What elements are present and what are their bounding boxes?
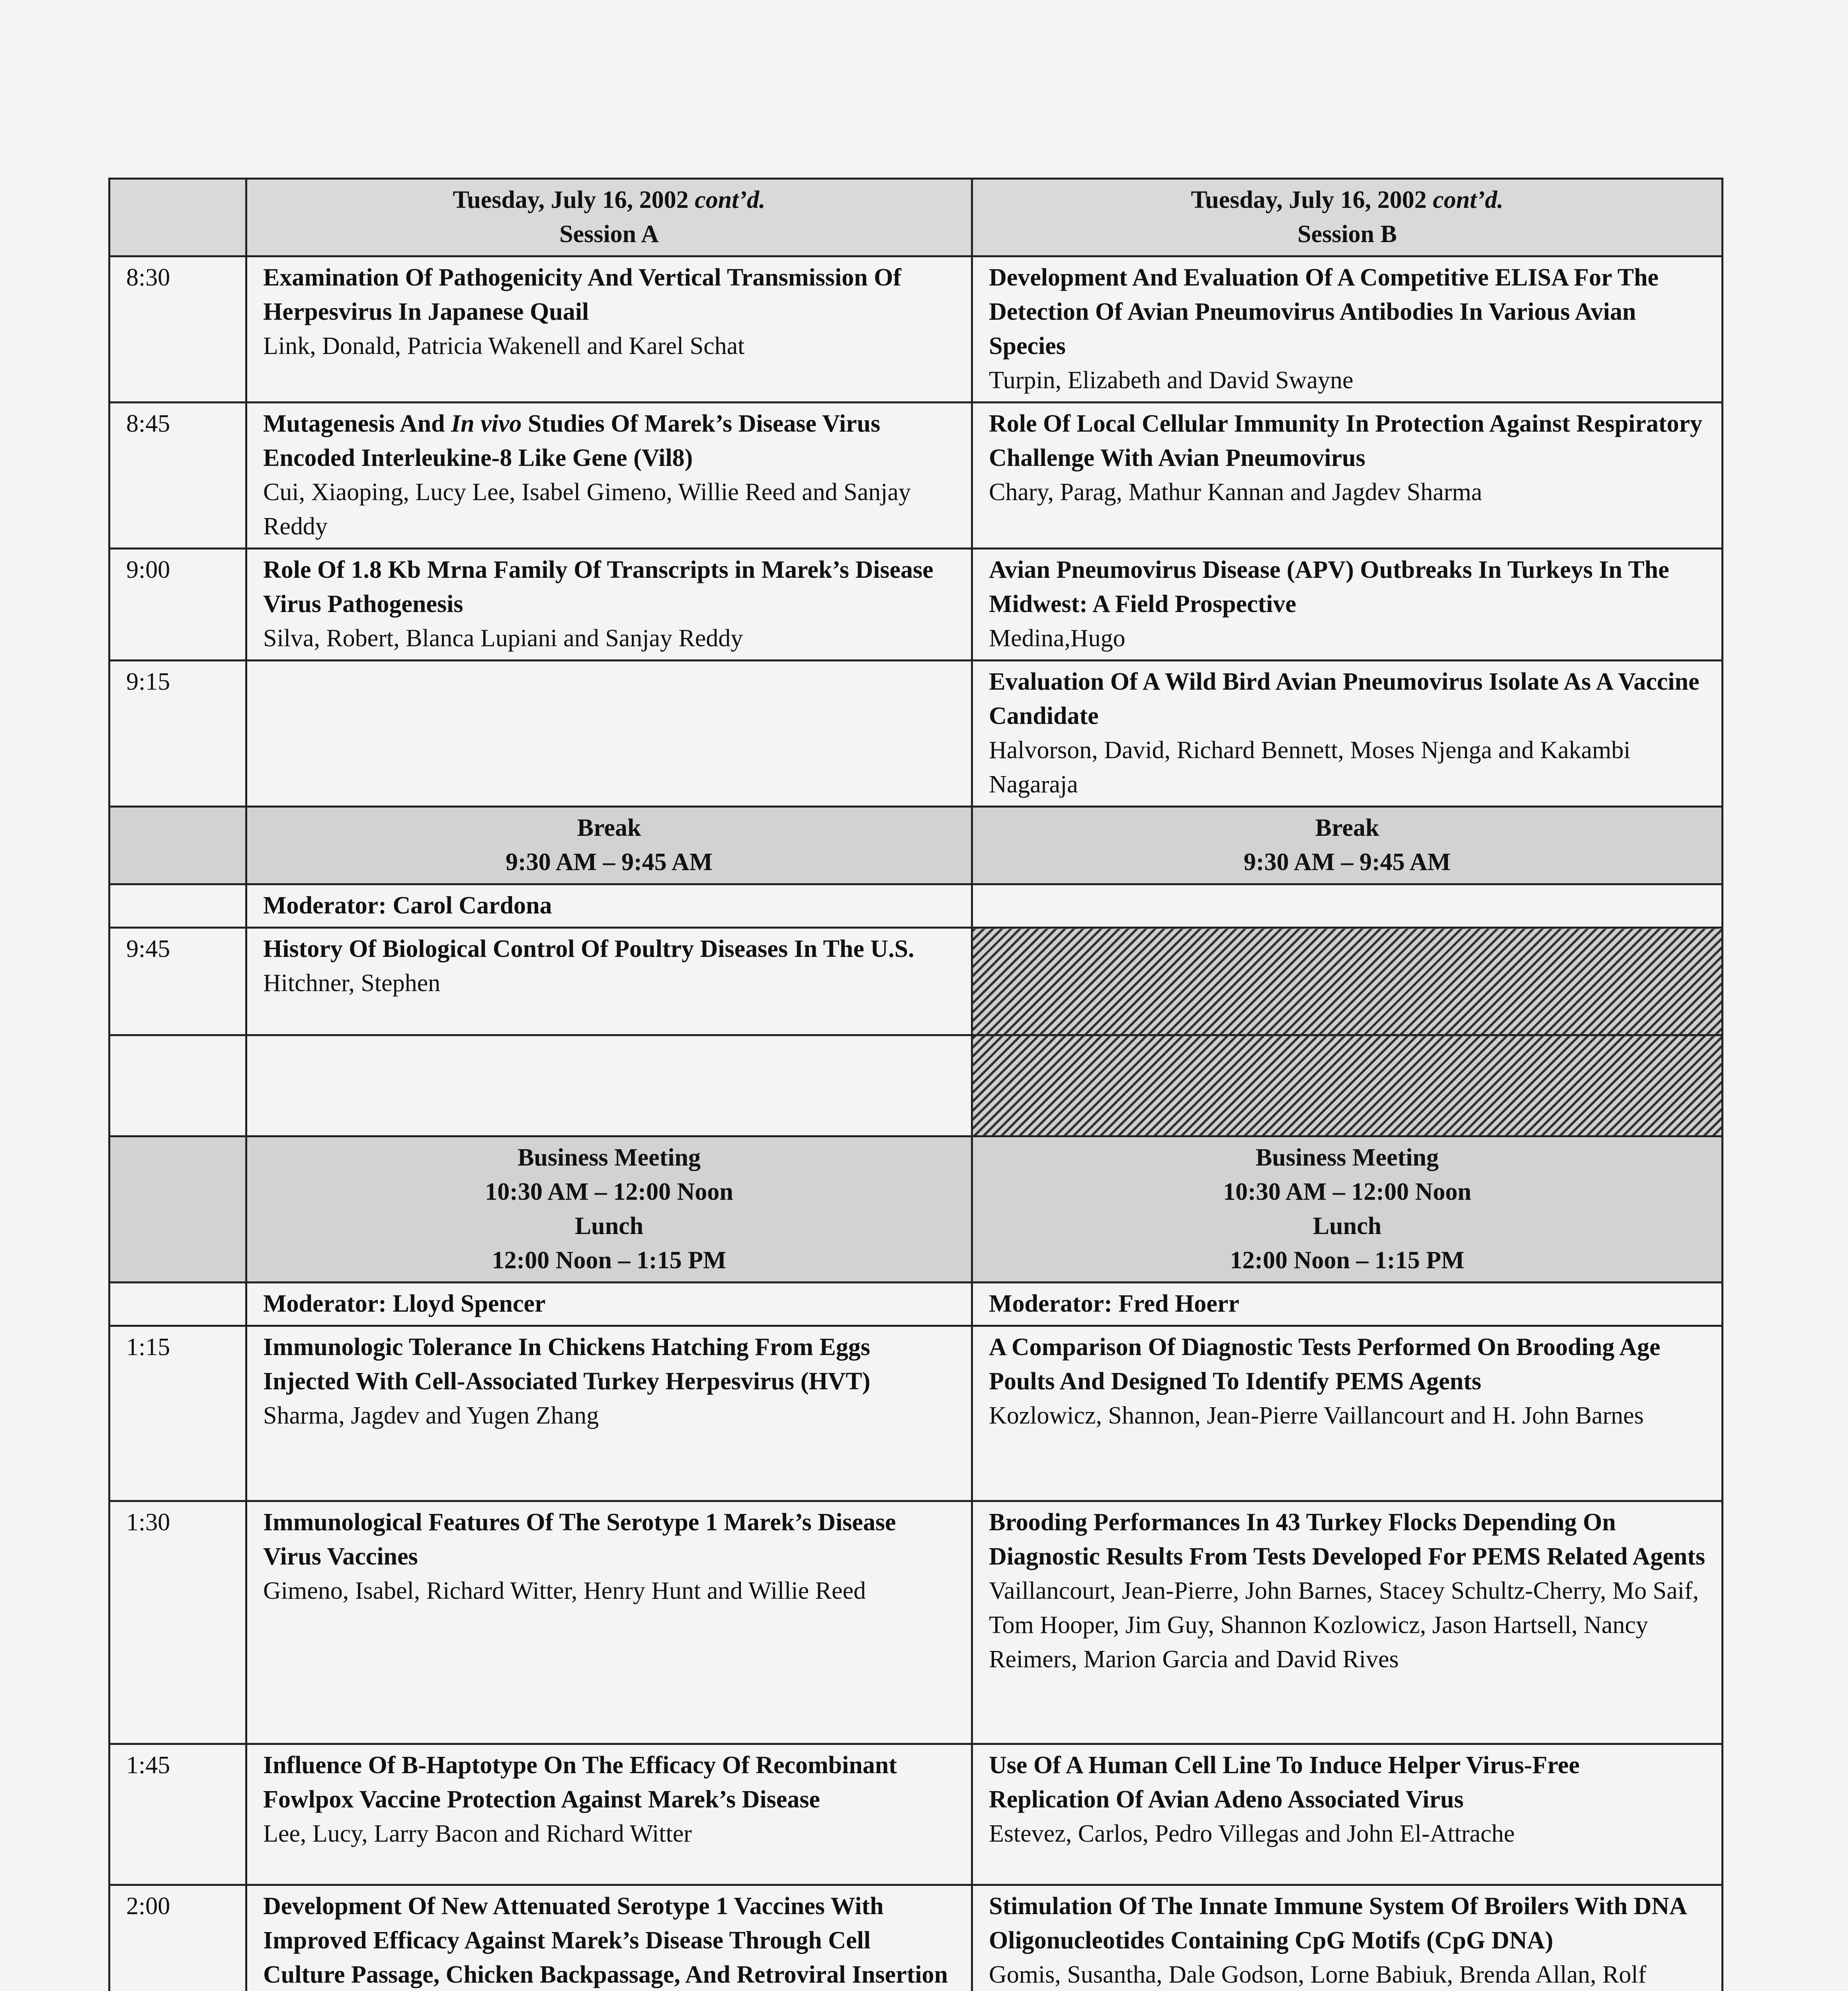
talk-title: Role Of 1.8 Kb Mrna Family Of Transcripts in Marek’s Disease Virus Pathogenesis bbox=[263, 556, 934, 618]
talk-title: Brooding Performances In 43 Turkey Flocks Depending On Diagnostic Results From Tests Developed For PEMS Related Agents bbox=[989, 1509, 1705, 1570]
talk-authors: Medina,Hugo bbox=[989, 625, 1125, 652]
talk-title: Use Of A Human Cell Line To Induce Helper Virus-Free Replication Of Avian Adeno Associated Virus bbox=[989, 1752, 1580, 1813]
moderator-time-cell bbox=[109, 1283, 246, 1326]
break-session-b: Break 9:30 AM – 9:45 AM bbox=[972, 807, 1723, 884]
session-b-talk bbox=[972, 549, 1723, 661]
talk-authors: Chary, Parag, Mathur Kannan and Jagdev Sharma bbox=[989, 479, 1483, 506]
session-a-talk bbox=[246, 1501, 972, 1744]
moderator-session-b-empty bbox=[972, 884, 1723, 928]
table-row bbox=[109, 1885, 1723, 1991]
talk-title: Mutagenesis And In vivo Studies Of Marek’s Disease Virus Encoded Interleukine-8 Like Gene (Vil8) bbox=[263, 410, 881, 471]
hatched-empty-cell bbox=[972, 1035, 1723, 1136]
talk-authors: Sharma, Jagdev and Yugen Zhang bbox=[263, 1402, 599, 1429]
header-row bbox=[109, 179, 1723, 256]
session-b-talk bbox=[972, 1744, 1723, 1885]
talk-title: Immunological Features Of The Serotype 1 Marek’s Disease Virus Vaccines bbox=[263, 1509, 896, 1570]
moderator-session-a: Moderator: Carol Cardona bbox=[246, 884, 972, 928]
talk-authors: Halvorson, David, Richard Bennett, Moses Njenga and Kakambi Nagaraja bbox=[989, 737, 1631, 798]
business-time-cell bbox=[109, 1136, 246, 1283]
slot-time: 9:45 bbox=[109, 928, 246, 1035]
talk-authors: Kozlowicz, Shannon, Jean-Pierre Vaillancourt and H. John Barnes bbox=[989, 1402, 1644, 1429]
talk-authors: Estevez, Carlos, Pedro Villegas and John El-Attrache bbox=[989, 1820, 1515, 1847]
slot-time: 1:15 bbox=[109, 1326, 246, 1501]
moderator-session-a: Moderator: Lloyd Spencer bbox=[246, 1283, 972, 1326]
session-a-talk bbox=[246, 256, 972, 403]
talk-title: Development Of New Attenuated Serotype 1 Vaccines With Improved Efficacy Against Marek’s Disease Through Cell Culture Passage, Chicken Backpassage, And Retroviral Insertion bbox=[263, 1893, 948, 1988]
talk-authors: Gomis, Susantha, Dale Godson, Lorne Babiuk, Brenda Allan, Rolf bbox=[989, 1961, 1647, 1988]
talk-title: Role Of Local Cellular Immunity In Protection Against Respiratory Challenge With Avian Pneumovirus bbox=[989, 410, 1703, 471]
talk-title: A Comparison Of Diagnostic Tests Performed On Brooding Age Poults And Designed To Identify PEMS Agents bbox=[989, 1334, 1660, 1395]
break-row bbox=[109, 807, 1723, 884]
session-a-talk bbox=[246, 1744, 972, 1885]
session-b-talk bbox=[972, 1501, 1723, 1744]
session-b-talk bbox=[972, 1885, 1723, 1991]
table-row bbox=[109, 549, 1723, 661]
table-row bbox=[109, 1326, 1723, 1501]
hatched-empty-cell bbox=[972, 928, 1723, 1035]
empty-time-cell bbox=[109, 1035, 246, 1136]
session-b-talk bbox=[972, 403, 1723, 549]
talk-authors: Hitchner, Stephen bbox=[263, 970, 441, 997]
business-meeting-row bbox=[109, 1136, 1723, 1283]
moderator-row bbox=[109, 1283, 1723, 1326]
talk-title: Evaluation Of A Wild Bird Avian Pneumovirus Isolate As A Vaccine Candidate bbox=[989, 668, 1700, 730]
table-row bbox=[109, 1035, 1723, 1136]
table-row bbox=[109, 928, 1723, 1035]
talk-authors: Silva, Robert, Blanca Lupiani and Sanjay Reddy bbox=[263, 625, 743, 652]
session-a-talk bbox=[246, 403, 972, 549]
talk-title: Avian Pneumovirus Disease (APV) Outbreaks In Turkeys In The Midwest: A Field Prospective bbox=[989, 556, 1669, 618]
program-table bbox=[108, 178, 1723, 1991]
talk-authors: Gimeno, Isabel, Richard Witter, Henry Hunt and Willie Reed bbox=[263, 1577, 866, 1604]
session-a-talk bbox=[246, 549, 972, 661]
talk-title: Examination Of Pathogenicity And Vertical Transmission Of Herpesvirus In Japanese Quail bbox=[263, 264, 901, 325]
session-a-talk bbox=[246, 1326, 972, 1501]
session-b-talk bbox=[972, 256, 1723, 403]
header-time-cell bbox=[109, 179, 246, 256]
slot-time: 9:00 bbox=[109, 549, 246, 661]
talk-authors: Lee, Lucy, Larry Bacon and Richard Witter bbox=[263, 1820, 692, 1847]
break-time-cell bbox=[109, 807, 246, 884]
table-row bbox=[109, 403, 1723, 549]
empty-session-a bbox=[246, 1035, 972, 1136]
session-a-empty bbox=[246, 661, 972, 807]
talk-authors: Vaillancourt, Jean-Pierre, John Barnes, Stacey Schultz-Cherry, Mo Saif, Tom Hooper, Jim Guy, Shannon Kozlowicz, Jason Hartsell, Nancy Reimers, Marion Garcia and David Rives bbox=[989, 1577, 1699, 1673]
talk-title: Influence Of B-Haptotype On The Efficacy Of Recombinant Fowlpox Vaccine Protection Against Marek’s Disease bbox=[263, 1752, 897, 1813]
break-session-a: Break 9:30 AM – 9:45 AM bbox=[246, 807, 972, 884]
session-b-talk bbox=[972, 661, 1723, 807]
slot-time: 8:30 bbox=[109, 256, 246, 403]
moderator-time-cell bbox=[109, 884, 246, 928]
talk-title: History Of Biological Control Of Poultry Diseases In The U.S. bbox=[263, 935, 914, 962]
slot-time: 2:00 bbox=[109, 1885, 246, 1991]
table-row bbox=[109, 1744, 1723, 1885]
slot-time: 1:45 bbox=[109, 1744, 246, 1885]
moderator-session-b: Moderator: Fred Hoerr bbox=[972, 1283, 1723, 1326]
session-a-talk bbox=[246, 928, 972, 1035]
header-session-a: Tuesday, July 16, 2002 cont’d. Session A bbox=[246, 179, 972, 256]
business-session-a: Business Meeting 10:30 AM – 12:00 Noon Lunch 12:00 Noon – 1:15 PM bbox=[246, 1136, 972, 1283]
table-row bbox=[109, 256, 1723, 403]
talk-title: Stimulation Of The Innate Immune System Of Broilers With DNA Oligonucleotides Containing CpG Motifs (CpG DNA) bbox=[989, 1893, 1686, 1954]
header-session-b: Tuesday, July 16, 2002 cont’d. Session B bbox=[972, 179, 1723, 256]
talk-authors: Link, Donald, Patricia Wakenell and Karel Schat bbox=[263, 332, 745, 360]
session-a-talk bbox=[246, 1885, 972, 1991]
slot-time: 1:30 bbox=[109, 1501, 246, 1744]
table-row bbox=[109, 661, 1723, 807]
session-b-talk bbox=[972, 1326, 1723, 1501]
slot-time: 9:15 bbox=[109, 661, 246, 807]
moderator-row bbox=[109, 884, 1723, 928]
talk-title: Immunologic Tolerance In Chickens Hatching From Eggs Injected With Cell-Associated Turkey Herpesvirus (HVT) bbox=[263, 1334, 871, 1395]
business-session-b: Business Meeting 10:30 AM – 12:00 Noon Lunch 12:00 Noon – 1:15 PM bbox=[972, 1136, 1723, 1283]
talk-authors: Turpin, Elizabeth and David Swayne bbox=[989, 367, 1354, 394]
talk-title: Development And Evaluation Of A Competitive ELISA For The Detection Of Avian Pneumovirus Antibodies In Various Avian Species bbox=[989, 264, 1659, 360]
table-row bbox=[109, 1501, 1723, 1744]
talk-authors: Cui, Xiaoping, Lucy Lee, Isabel Gimeno, Willie Reed and Sanjay Reddy bbox=[263, 479, 911, 540]
slot-time: 8:45 bbox=[109, 403, 246, 549]
